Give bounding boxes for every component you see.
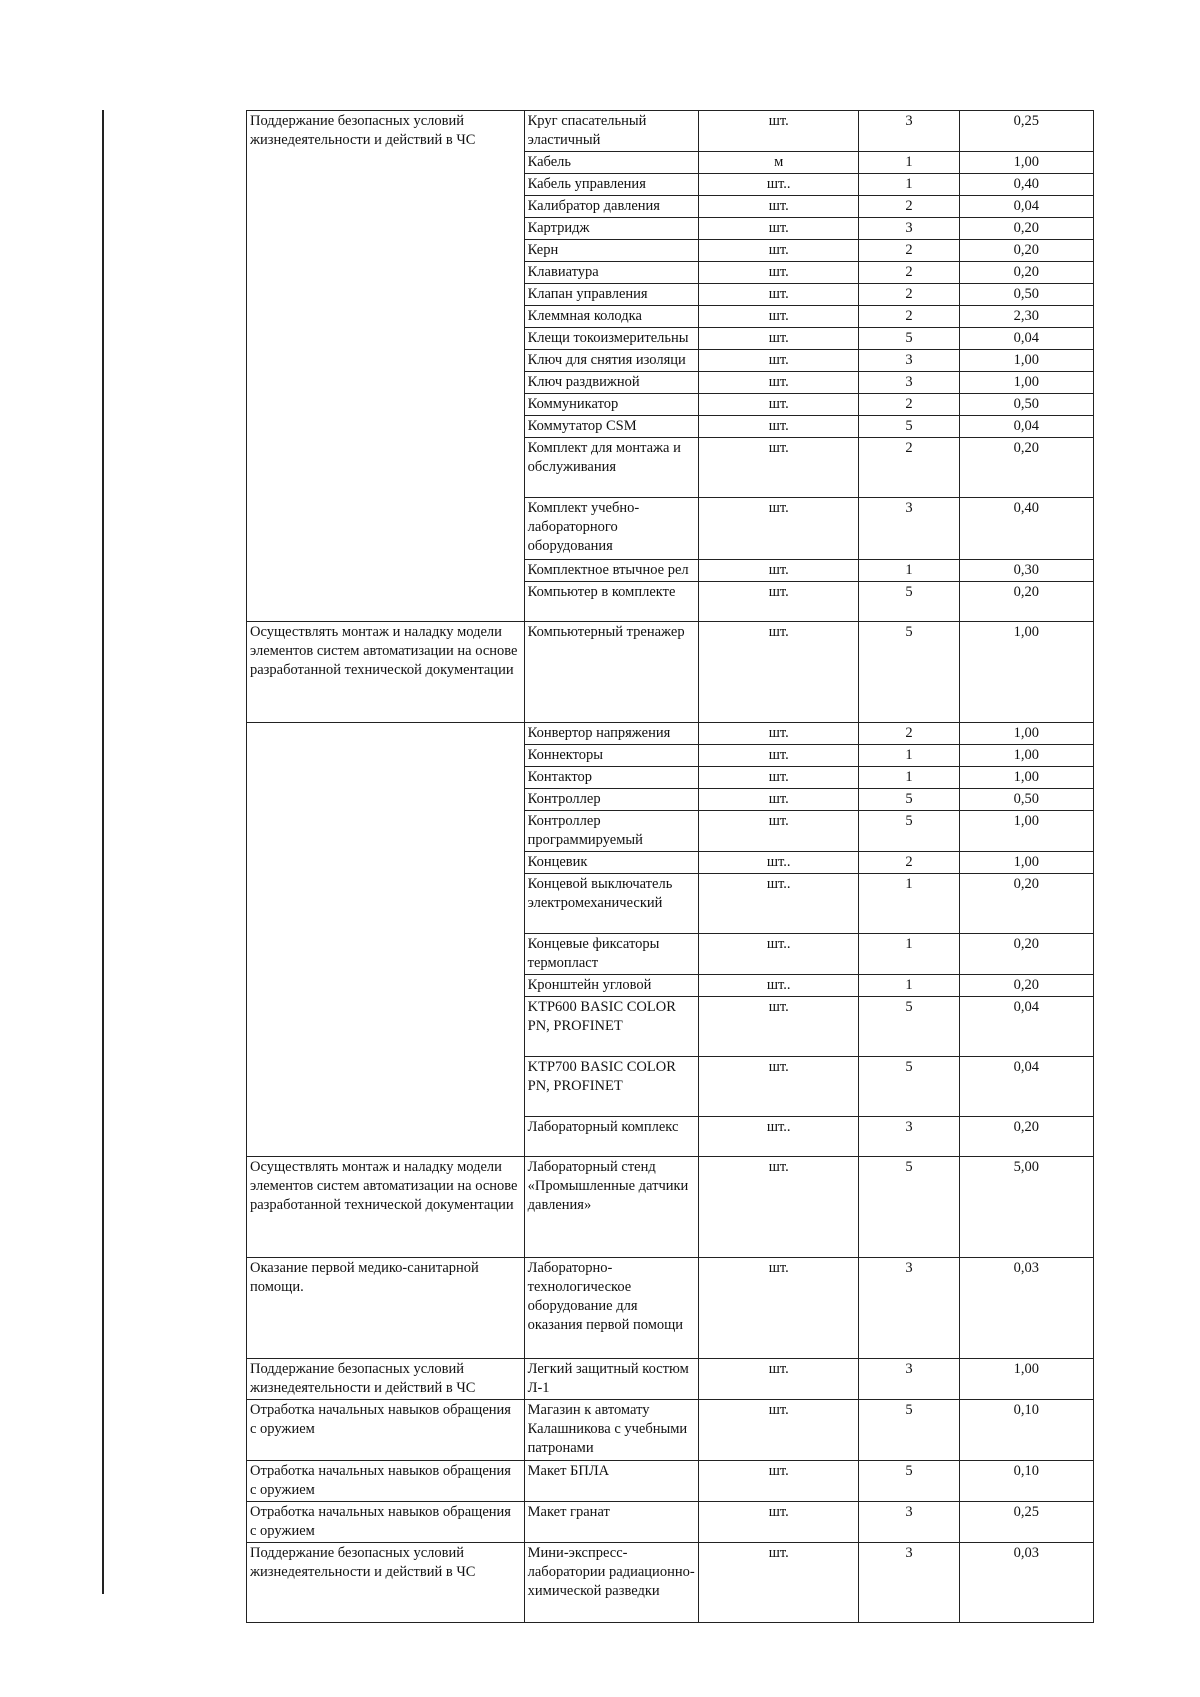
item-name: Калибратор давления (524, 196, 698, 218)
item-name: Лабораторный комплекс (524, 1117, 698, 1157)
item-name: Конвертор напряжения (524, 723, 698, 745)
item-name: Комплект для монтажа и обслуживания (524, 438, 698, 498)
unit-cell: шт. (699, 350, 859, 372)
item-name: KTP600 BASIC COLOR PN, PROFINET (524, 997, 698, 1057)
norm-cell: 0,20 (959, 934, 1093, 975)
item-name: Концевик (524, 852, 698, 874)
unit-cell: шт.. (699, 975, 859, 997)
item-name: Мини-экспресс-лаборатории радиационно-химической разведки (524, 1543, 698, 1623)
item-name: Магазин к автомату Калашникова с учебными патронами (524, 1400, 698, 1461)
table-row (247, 1400, 1094, 1461)
item-name: KTP700 BASIC COLOR PN, PROFINET (524, 1057, 698, 1117)
unit-cell: шт. (699, 1543, 859, 1623)
qty-cell: 5 (859, 328, 959, 350)
qty-cell: 2 (859, 240, 959, 262)
unit-cell: шт. (699, 438, 859, 498)
page-margin-line (102, 110, 104, 1594)
unit-cell: шт. (699, 1400, 859, 1461)
table-row (247, 1258, 1094, 1359)
qty-cell: 3 (859, 350, 959, 372)
qty-cell: 3 (859, 111, 959, 152)
norm-cell: 1,00 (959, 852, 1093, 874)
norm-cell: 0,04 (959, 328, 1093, 350)
qty-cell: 5 (859, 622, 959, 723)
norm-cell: 0,40 (959, 498, 1093, 560)
norm-cell: 2,30 (959, 306, 1093, 328)
unit-cell: шт. (699, 262, 859, 284)
norm-cell: 0,04 (959, 196, 1093, 218)
unit-cell: шт. (699, 622, 859, 723)
qty-cell: 2 (859, 394, 959, 416)
qty-cell: 1 (859, 767, 959, 789)
table-row (247, 1502, 1094, 1543)
item-name: Компьютерный тренажер (524, 622, 698, 723)
norm-cell: 1,00 (959, 811, 1093, 852)
qty-cell: 5 (859, 416, 959, 438)
unit-cell: шт. (699, 767, 859, 789)
qty-cell: 1 (859, 152, 959, 174)
item-name: Макет БПЛА (524, 1461, 698, 1502)
norm-cell: 0,20 (959, 262, 1093, 284)
item-name: Концевые фиксаторы термопласт (524, 934, 698, 975)
unit-cell: шт. (699, 284, 859, 306)
equipment-table (246, 110, 1094, 1623)
norm-cell: 0,25 (959, 111, 1093, 152)
norm-cell: 0,04 (959, 997, 1093, 1057)
norm-cell: 1,00 (959, 767, 1093, 789)
item-name: Легкий защитный костюм Л-1 (524, 1359, 698, 1400)
qty-cell: 3 (859, 498, 959, 560)
qty-cell: 5 (859, 1157, 959, 1258)
qty-cell: 1 (859, 745, 959, 767)
norm-cell: 0,20 (959, 975, 1093, 997)
table-row (247, 622, 1094, 723)
unit-cell: шт. (699, 218, 859, 240)
unit-cell: шт.. (699, 174, 859, 196)
norm-cell: 0,04 (959, 1057, 1093, 1117)
qty-cell: 1 (859, 560, 959, 582)
norm-cell: 0,03 (959, 1543, 1093, 1623)
task-cell-empty (247, 723, 525, 1157)
unit-cell: шт. (699, 723, 859, 745)
unit-cell: шт. (699, 416, 859, 438)
unit-cell: м (699, 152, 859, 174)
item-name: Кабель (524, 152, 698, 174)
norm-cell: 0,50 (959, 284, 1093, 306)
qty-cell: 2 (859, 438, 959, 498)
item-name: Коммуникатор (524, 394, 698, 416)
item-name: Контактор (524, 767, 698, 789)
norm-cell: 0,20 (959, 438, 1093, 498)
qty-cell: 2 (859, 196, 959, 218)
item-name: Клапан управления (524, 284, 698, 306)
qty-cell: 1 (859, 934, 959, 975)
norm-cell: 0,20 (959, 1117, 1093, 1157)
unit-cell: шт. (699, 1461, 859, 1502)
unit-cell: шт. (699, 306, 859, 328)
item-name: Кабель управления (524, 174, 698, 196)
qty-cell: 2 (859, 262, 959, 284)
norm-cell: 1,00 (959, 372, 1093, 394)
norm-cell: 1,00 (959, 350, 1093, 372)
task-cell: Осуществлять монтаж и наладку модели элементов систем автоматизации на основе разработанной технической документации (247, 622, 525, 723)
qty-cell: 5 (859, 1400, 959, 1461)
item-name: Лабораторно-технологическое оборудование для оказания первой помощи (524, 1258, 698, 1359)
unit-cell: шт. (699, 1157, 859, 1258)
task-cell: Осуществлять монтаж и наладку модели элементов систем автоматизации на основе разработанной технической документации (247, 1157, 525, 1258)
unit-cell: шт. (699, 196, 859, 218)
item-name: Макет гранат (524, 1502, 698, 1543)
task-cell: Отработка начальных навыков обращения с оружием (247, 1400, 525, 1461)
norm-cell: 0,03 (959, 1258, 1093, 1359)
norm-cell: 0,25 (959, 1502, 1093, 1543)
norm-cell: 1,00 (959, 622, 1093, 723)
qty-cell: 3 (859, 1543, 959, 1623)
norm-cell: 0,10 (959, 1400, 1093, 1461)
norm-cell: 0,20 (959, 240, 1093, 262)
norm-cell: 1,00 (959, 723, 1093, 745)
item-name: Клещи токоизмерительны (524, 328, 698, 350)
unit-cell: шт. (699, 328, 859, 350)
norm-cell: 0,20 (959, 582, 1093, 622)
norm-cell: 0,10 (959, 1461, 1093, 1502)
qty-cell: 2 (859, 852, 959, 874)
qty-cell: 3 (859, 1258, 959, 1359)
qty-cell: 3 (859, 1117, 959, 1157)
unit-cell: шт. (699, 1359, 859, 1400)
item-name: Коннекторы (524, 745, 698, 767)
unit-cell: шт. (699, 582, 859, 622)
item-name: Комплектное втычное рел (524, 560, 698, 582)
unit-cell: шт. (699, 111, 859, 152)
norm-cell: 5,00 (959, 1157, 1093, 1258)
item-name: Коммутатор CSM (524, 416, 698, 438)
item-name: Клавиатура (524, 262, 698, 284)
unit-cell: шт. (699, 240, 859, 262)
unit-cell: шт.. (699, 934, 859, 975)
unit-cell: шт. (699, 789, 859, 811)
task-cell: Отработка начальных навыков обращения с оружием (247, 1502, 525, 1543)
qty-cell: 3 (859, 372, 959, 394)
unit-cell: шт. (699, 1057, 859, 1117)
table-row (247, 1157, 1094, 1258)
unit-cell: шт. (699, 997, 859, 1057)
qty-cell: 3 (859, 218, 959, 240)
task-cell: Поддержание безопасных условий жизнедеятельности и действий в ЧС (247, 1359, 525, 1400)
task-cell: Оказание первой медико-санитарной помощи. (247, 1258, 525, 1359)
qty-cell: 5 (859, 1057, 959, 1117)
unit-cell: шт.. (699, 1117, 859, 1157)
item-name: Круг спасательный эластичный (524, 111, 698, 152)
table-row (247, 1359, 1094, 1400)
item-name: Клеммная колодка (524, 306, 698, 328)
qty-cell: 3 (859, 1359, 959, 1400)
item-name: Картридж (524, 218, 698, 240)
item-name: Контроллер (524, 789, 698, 811)
qty-cell: 1 (859, 174, 959, 196)
qty-cell: 3 (859, 1502, 959, 1543)
item-name: Кронштейн угловой (524, 975, 698, 997)
table-row (247, 111, 1094, 152)
task-cell: Поддержание безопасных условий жизнедеятельности и действий в ЧС (247, 1543, 525, 1623)
item-name: Лабораторный стенд «Промышленные датчики давления» (524, 1157, 698, 1258)
item-name: Керн (524, 240, 698, 262)
norm-cell: 0,40 (959, 174, 1093, 196)
norm-cell: 0,04 (959, 416, 1093, 438)
norm-cell: 1,00 (959, 1359, 1093, 1400)
unit-cell: шт. (699, 1258, 859, 1359)
qty-cell: 2 (859, 723, 959, 745)
unit-cell: шт.. (699, 874, 859, 934)
unit-cell: шт. (699, 811, 859, 852)
qty-cell: 5 (859, 811, 959, 852)
item-name: Комплект учебно-лабораторного оборудования (524, 498, 698, 560)
qty-cell: 2 (859, 306, 959, 328)
qty-cell: 5 (859, 789, 959, 811)
norm-cell: 1,00 (959, 152, 1093, 174)
unit-cell: шт. (699, 560, 859, 582)
norm-cell: 0,30 (959, 560, 1093, 582)
qty-cell: 5 (859, 582, 959, 622)
unit-cell: шт. (699, 498, 859, 560)
qty-cell: 5 (859, 997, 959, 1057)
table-row (247, 1543, 1094, 1623)
qty-cell: 5 (859, 1461, 959, 1502)
item-name: Компьютер в комплекте (524, 582, 698, 622)
qty-cell: 2 (859, 284, 959, 306)
task-cell: Отработка начальных навыков обращения с оружием (247, 1461, 525, 1502)
norm-cell: 0,50 (959, 394, 1093, 416)
item-name: Концевой выключатель электромеханический (524, 874, 698, 934)
norm-cell: 1,00 (959, 745, 1093, 767)
unit-cell: шт. (699, 394, 859, 416)
item-name: Контроллер программируемый (524, 811, 698, 852)
norm-cell: 0,50 (959, 789, 1093, 811)
norm-cell: 0,20 (959, 218, 1093, 240)
item-name: Ключ для снятия изоляци (524, 350, 698, 372)
qty-cell: 1 (859, 874, 959, 934)
table-row (247, 1461, 1094, 1502)
item-name: Ключ раздвижной (524, 372, 698, 394)
qty-cell: 1 (859, 975, 959, 997)
unit-cell: шт.. (699, 852, 859, 874)
task-cell: Поддержание безопасных условий жизнедеятельности и действий в ЧС (247, 111, 525, 622)
unit-cell: шт. (699, 1502, 859, 1543)
norm-cell: 0,20 (959, 874, 1093, 934)
table-row (247, 723, 1094, 745)
unit-cell: шт. (699, 745, 859, 767)
unit-cell: шт. (699, 372, 859, 394)
